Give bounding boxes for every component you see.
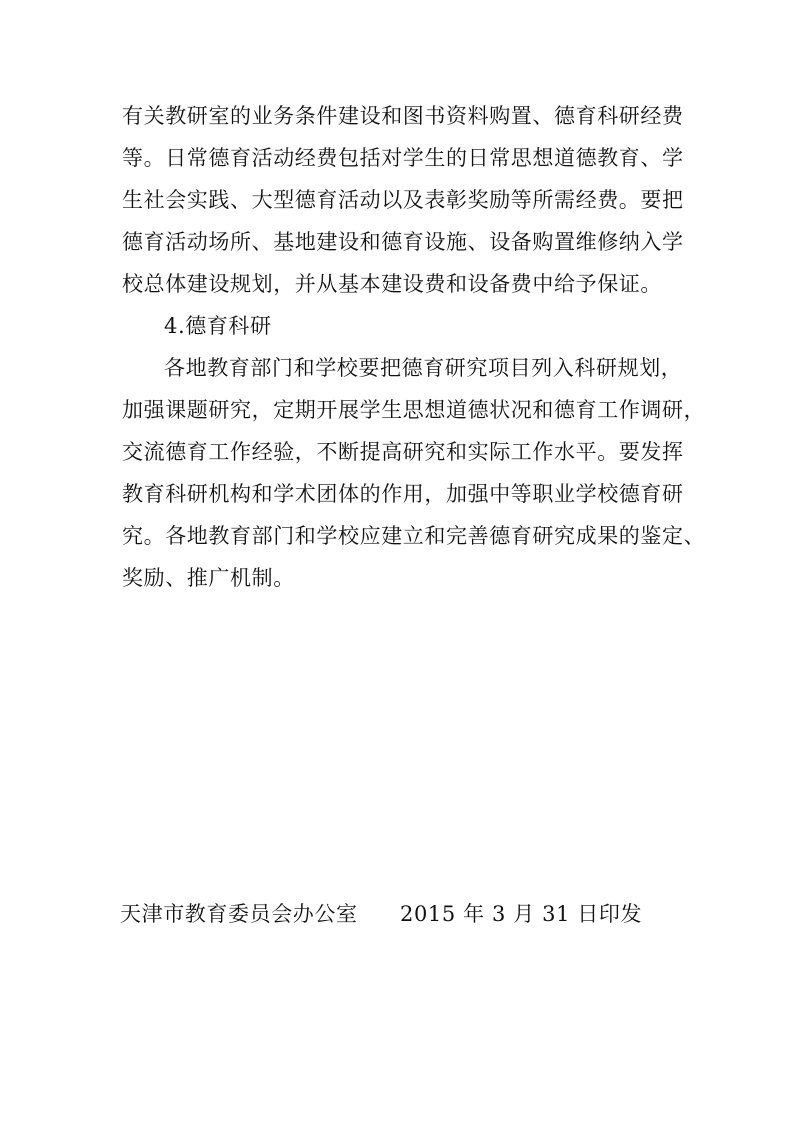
paragraph-line: 生社会实践、大型德育活动以及表彰奖励等所需经费。要把 <box>122 188 684 212</box>
paragraph-line: 加强课题研究，定期开展学生思想道德状况和德育工作调研， <box>122 398 706 422</box>
paragraph-line: 究。各地教育部门和学校应建立和完善德育研究成果的鉴定、 <box>122 524 706 548</box>
paragraph-line: 校总体建设规划，并从基本建设费和设备费中给予保证。 <box>122 272 662 296</box>
paragraph-line: 教育科研机构和学术团体的作用，加强中等职业学校德育研 <box>122 482 684 506</box>
paragraph-line: 德育活动场所、基地建设和德育设施、设备购置维修纳入学 <box>122 230 684 254</box>
paragraph-line: 奖励、推广机制。 <box>122 566 295 590</box>
issue-date: 2015 年 3 月 31 日印发 <box>400 902 643 926</box>
paragraph-line: 各地教育部门和学校要把德育研究项目列入科研规划， <box>164 356 683 380</box>
paragraph-line: 有关教研室的业务条件建设和图书资料购置、德育科研经费 <box>122 104 684 128</box>
paragraph-line: 交流德育工作经验，不断提高研究和实际工作水平。要发挥 <box>122 440 684 464</box>
issuer-name: 天津市教育委员会办公室 <box>120 902 358 926</box>
section-heading: 4.德育科研 <box>164 314 272 338</box>
paragraph-line: 等。日常德育活动经费包括对学生的日常思想道德教育、学 <box>122 146 684 170</box>
